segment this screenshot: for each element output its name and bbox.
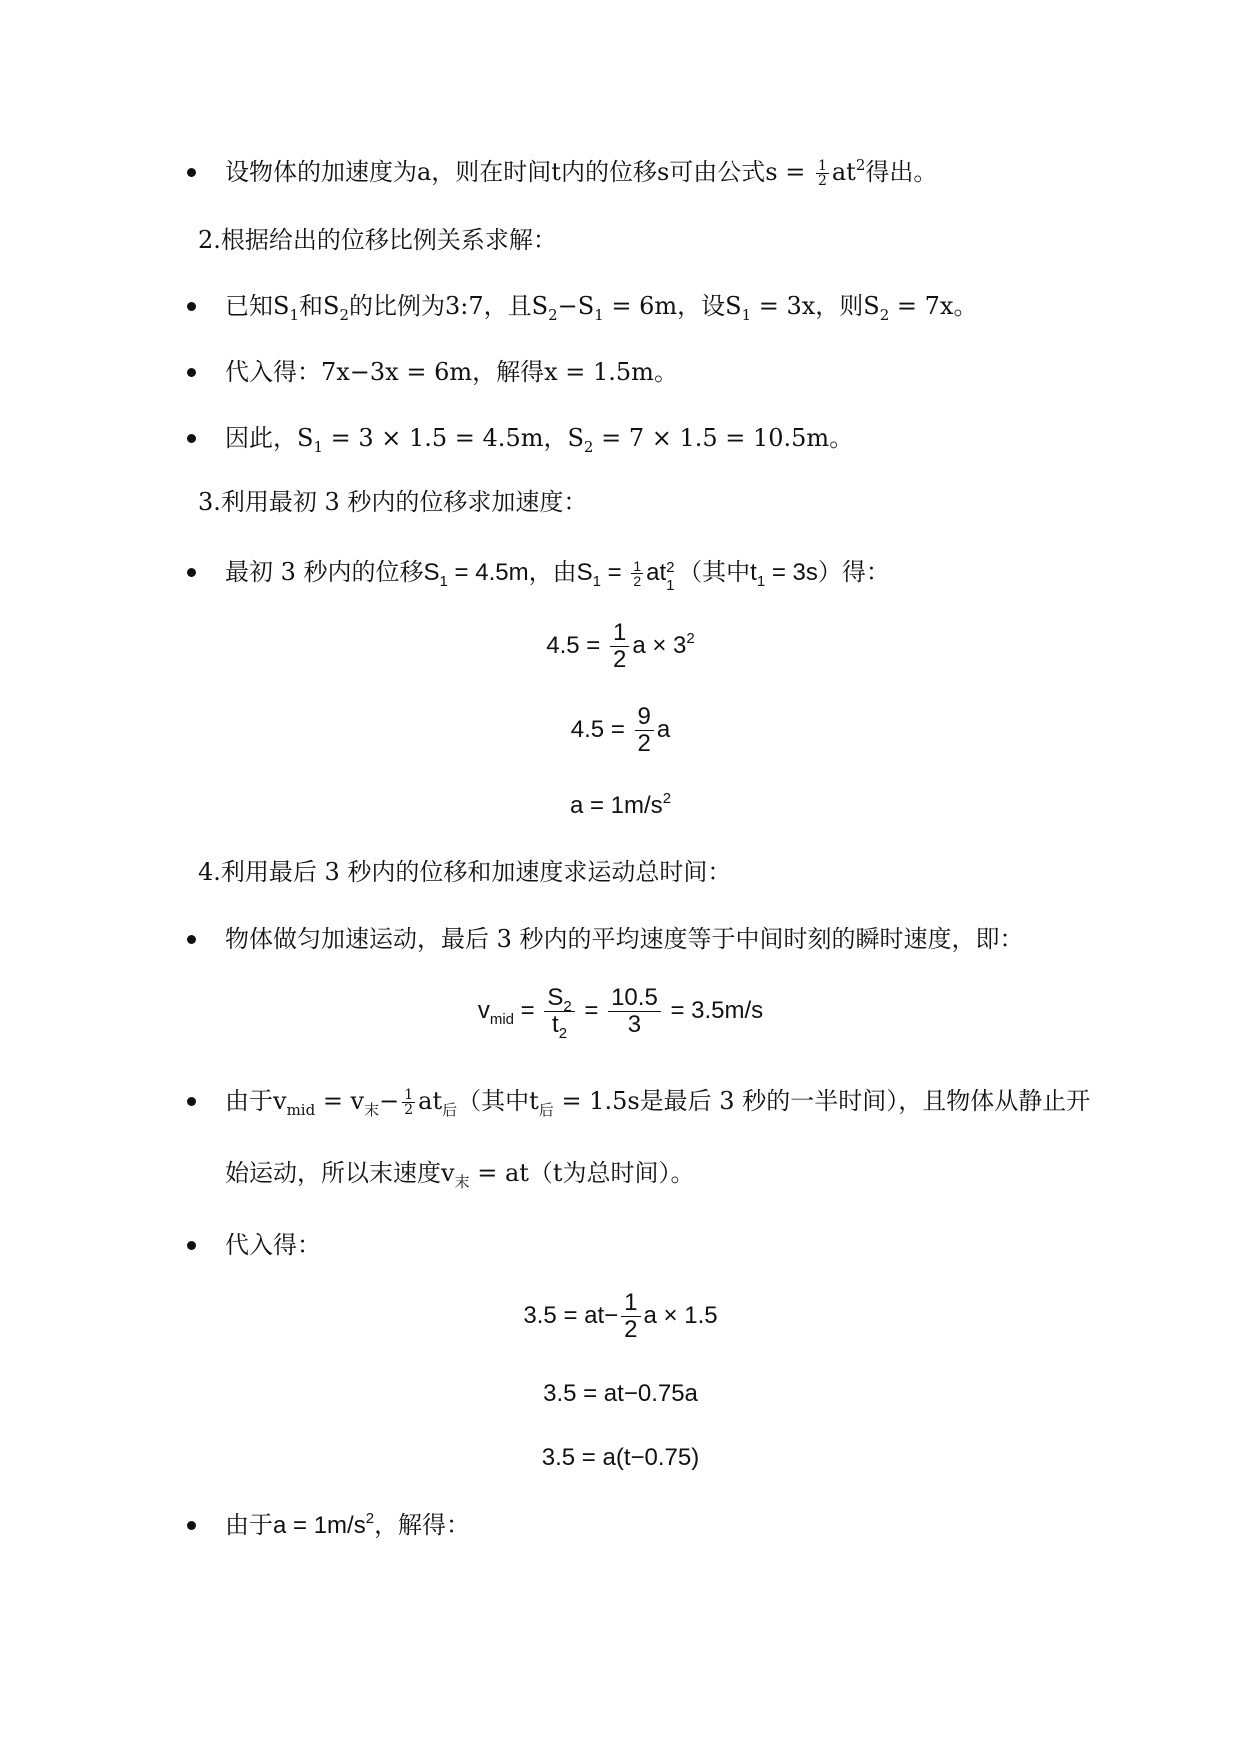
fraction [631, 559, 643, 588]
text: S [547, 984, 564, 1011]
denominator: 2 [612, 646, 627, 673]
equation-3 [0, 792, 1241, 820]
text: = [577, 996, 606, 1024]
numerator: 10.5 [608, 985, 661, 1012]
text: 因此，S [225, 424, 314, 452]
equation-7: 3.5 = a(t−0.75) [541, 1444, 700, 1471]
bullet [187, 168, 196, 177]
subscript: 2 [558, 1025, 568, 1042]
text: 设物体的加速度为a，则在时间t内的位移s可由公式s = [225, 158, 813, 186]
subscript: 2 [563, 998, 572, 1015]
superscript: 2 [686, 629, 695, 647]
subscript: 2 [339, 306, 349, 324]
section-heading-3: 3.利用最初 3 秒内的位移求加速度： [198, 488, 588, 516]
text: = 3 × 1.5 = 4.5m，S [323, 424, 584, 452]
subscript: 末 [364, 1101, 380, 1119]
equation-6: 3.5 = at−0.75a [543, 1380, 698, 1407]
section-heading-2: 2.根据给出的位移比例关系求解： [198, 226, 557, 254]
denominator: 2 [633, 573, 642, 589]
text: a = 1m/s [273, 1512, 366, 1539]
denominator [544, 1011, 574, 1042]
fraction [608, 985, 661, 1038]
superscript: 2 [662, 790, 672, 807]
numerator [544, 984, 574, 1015]
text-line-ratio [225, 290, 977, 322]
text: a × 3 [632, 631, 687, 659]
subscript: 1 [313, 438, 323, 456]
text: a × 1.5 [643, 1301, 718, 1329]
text-line-average-velocity: 物体做匀加速运动，最后 3 秒内的平均速度等于中间时刻的瞬时速度，即： [225, 925, 1024, 953]
text-line-vmid [225, 1085, 1090, 1117]
text: 由于 [225, 1511, 273, 1539]
denominator: 2 [624, 1316, 638, 1343]
section-heading-4: 4.利用最后 3 秒内的位移和加速度求运动总时间： [198, 858, 732, 886]
subscript: 1 [594, 306, 604, 324]
subscript: 2 [548, 306, 558, 324]
text: = 6m，设S [603, 292, 742, 320]
text-line-first-3s [225, 556, 890, 594]
text: 4.5 = [570, 715, 632, 743]
superscript: 2 [855, 156, 866, 174]
text: （其中 [678, 558, 751, 586]
bullet [187, 368, 196, 377]
text: 4.5 = [546, 631, 607, 659]
text: = 3s [765, 559, 818, 586]
text: 已知S [225, 292, 290, 320]
subscript: 1 [592, 573, 601, 590]
superscript: 2 [365, 1510, 375, 1527]
text: （其中t [457, 1087, 539, 1115]
text: v [477, 996, 490, 1024]
text: = 3.5m/s [663, 996, 764, 1024]
text: 和S [299, 292, 340, 320]
text: a = 1m/s [569, 792, 663, 819]
denominator: 2 [404, 1102, 414, 1118]
bullet [187, 302, 196, 311]
subscript: 1 [289, 306, 299, 324]
text: − [379, 1087, 400, 1115]
text: = 3x，则S [751, 292, 880, 320]
equation-2 [0, 704, 1241, 757]
numerator: 1 [610, 620, 629, 647]
text-line-acceleration-formula [225, 156, 937, 188]
text: 的比例为3:7，且S [349, 292, 549, 320]
denominator: 3 [627, 1011, 642, 1038]
text: −S [557, 292, 595, 320]
text: a [656, 715, 671, 743]
text: at [831, 158, 856, 186]
subscript: mid [489, 1010, 514, 1028]
text-line-solve [225, 1509, 470, 1542]
subscript: 后 [538, 1101, 554, 1119]
subscript: 1 [741, 306, 752, 324]
text: 由于v [225, 1087, 287, 1115]
bullet [187, 434, 196, 443]
text: = 7x。 [889, 292, 978, 320]
subscript: 1 [439, 573, 448, 590]
denominator: 2 [637, 730, 651, 757]
fraction [610, 620, 629, 673]
text: = v [315, 1087, 365, 1115]
superscript: 2 [666, 559, 675, 576]
text: S [576, 559, 593, 586]
text: = at（t为总时间）。 [469, 1159, 695, 1187]
text: = [514, 996, 542, 1024]
text-line-therefore [225, 422, 853, 454]
subscript: 后 [442, 1101, 458, 1119]
equation-5 [0, 1290, 1241, 1343]
text: 3.5 = at− [523, 1301, 619, 1329]
subscript: 1 [756, 573, 766, 590]
bullet [187, 1241, 196, 1250]
bullet [187, 935, 196, 944]
subscript: 末 [454, 1173, 470, 1191]
text: 始运动，所以末速度v [225, 1159, 455, 1187]
text: t [750, 559, 757, 586]
text: t [552, 1011, 559, 1038]
text: = 4.5m，由 [447, 559, 577, 586]
subscript: 2 [879, 306, 890, 324]
numerator: 9 [635, 704, 654, 731]
text-line-substitute-2: 代入得： [225, 1231, 321, 1259]
equation-4 [0, 984, 1241, 1042]
bullet [187, 1097, 196, 1106]
sub-sup-pair [666, 559, 678, 594]
text: at [646, 559, 667, 586]
text: ，解得： [374, 1511, 471, 1539]
text: at [418, 1087, 443, 1115]
fraction [402, 1088, 415, 1117]
text: ）得： [817, 558, 890, 586]
numerator: 1 [817, 158, 827, 174]
fraction [621, 1290, 640, 1343]
text: = 1.5s是最后 3 秒的一半时间），且物体从静止开 [553, 1087, 1091, 1115]
text: = 7 × 1.5 = 10.5m。 [593, 424, 854, 452]
denominator: 2 [817, 173, 827, 189]
subscript: 1 [666, 577, 675, 594]
text: S [423, 559, 440, 586]
numerator: 1 [621, 1290, 640, 1317]
subscript: mid [286, 1101, 316, 1119]
text: 得出。 [865, 158, 938, 186]
numerator: 1 [633, 558, 642, 574]
equation-1 [0, 620, 1241, 673]
text-line-substitute: 代入得：7x−3x = 6m，解得x = 1.5m。 [225, 358, 678, 386]
text-line-final-velocity [225, 1157, 695, 1189]
fraction [544, 984, 574, 1042]
bullet [187, 568, 196, 577]
fraction [816, 159, 829, 188]
numerator: 1 [404, 1087, 414, 1103]
bullet [187, 1521, 196, 1530]
fraction [635, 704, 654, 757]
text: = [600, 559, 629, 586]
subscript: 2 [583, 438, 594, 456]
text: 最初 3 秒内的位移 [225, 558, 424, 586]
